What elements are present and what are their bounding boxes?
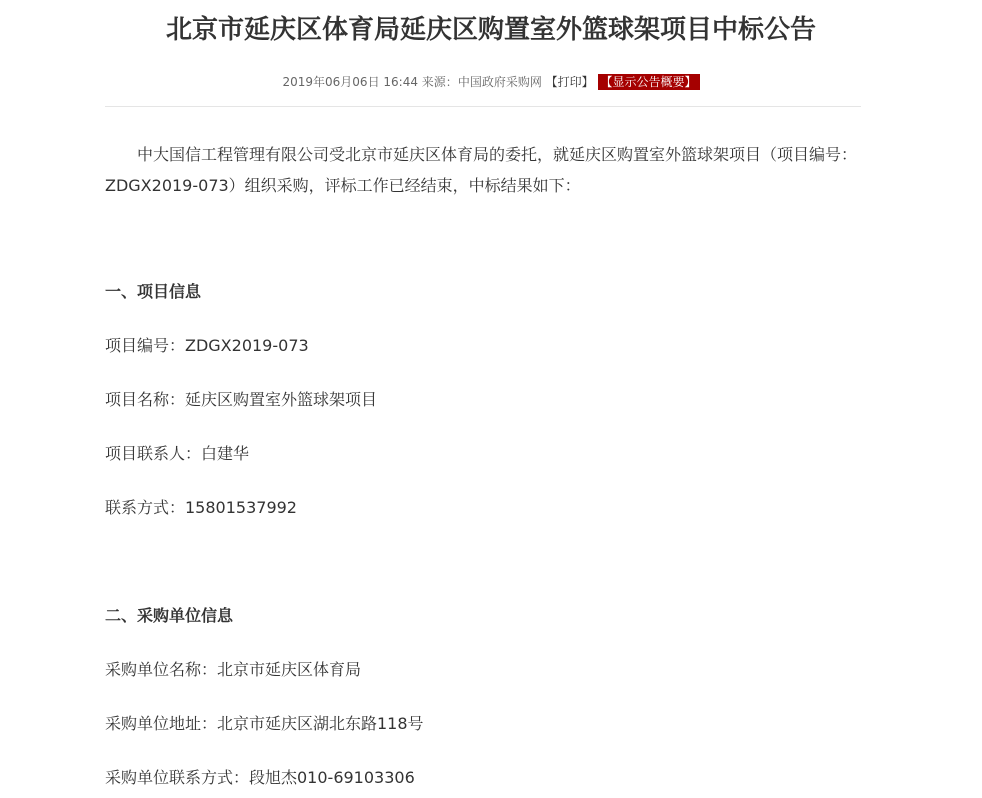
purchaser-contact: 采购单位联系方式：段旭杰010-69103306 [105,768,415,787]
section-heading-purchaser-info: 二、采购单位信息 [105,606,234,625]
print-link[interactable]: 【打印】 [545,75,594,89]
purchaser-name: 采购单位名称：北京市延庆区体育局 [105,660,362,679]
intro-paragraph: 中大国信工程管理有限公司受北京市延庆区体育局的委托，就延庆区购置室外篮球架项目（项目编号：ZDGX2019-073）组织采购，评标工作已经结束，中标结果如下： [105,145,858,195]
purchaser-address: 采购单位地址：北京市延庆区湖北东路118号 [105,714,424,733]
project-number: 项目编号：ZDGX2019-073 [105,336,309,355]
article-meta [0,73,982,91]
publish-datetime: 2019年06月06日 16:44 [282,75,418,89]
project-phone: 联系方式：15801537992 [105,498,297,517]
title-divider [105,106,861,107]
show-summary-button[interactable]: 【显示公告概要】 [598,74,700,90]
source-name: 中国政府采购网 [457,75,542,89]
project-contact: 项目联系人：白建华 [105,444,250,463]
project-name: 项目名称：延庆区购置室外篮球架项目 [105,390,378,409]
page-title: 北京市延庆区体育局延庆区购置室外篮球架项目中标公告 [165,15,816,45]
source-label: 来源： [421,75,458,89]
section-heading-project-info: 一、项目信息 [105,282,202,301]
